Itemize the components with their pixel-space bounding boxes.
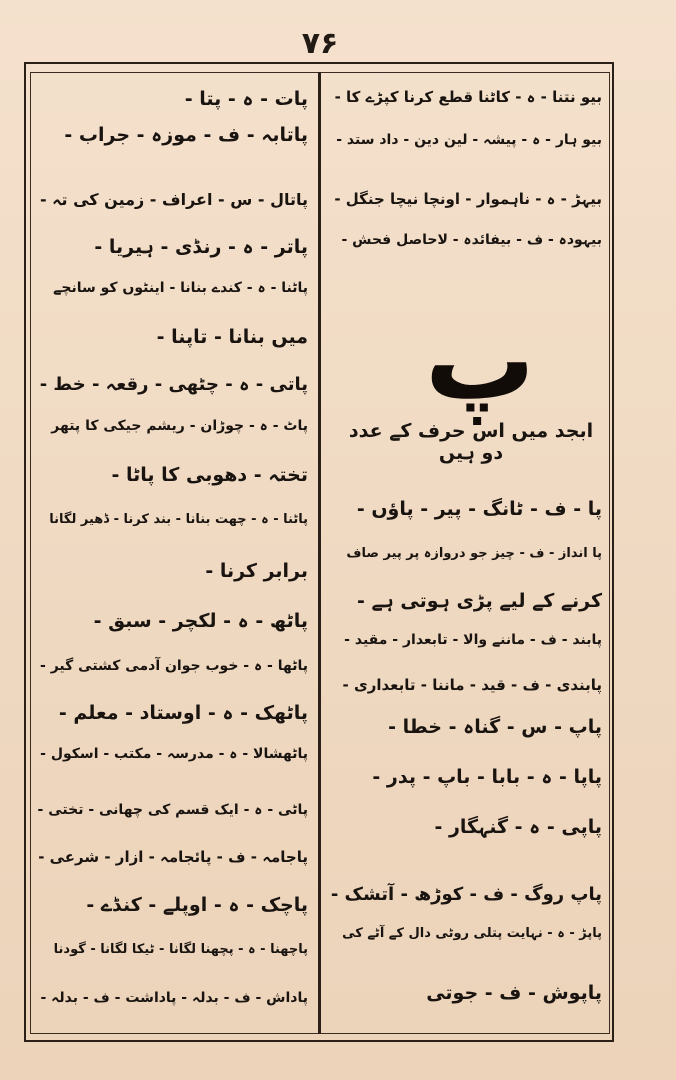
entry: پاتی - ہ - چٹھی - رقعہ - خط - (39, 374, 308, 395)
entry: پاپوش - ف - جوتی (426, 982, 602, 1004)
entry: پاجامہ - ف - پائجامہ - ازار - شرعی - (38, 848, 308, 866)
entry: بیہودہ - ف - بیفائدہ - لاحاصل فحش - (341, 232, 602, 248)
entry: پاٹھا - ہ - خوب جوان آدمی کشتی گیر - (40, 658, 308, 674)
entry: پاٹی - ہ - ایک قسم کی چھانی - تختی - (37, 802, 308, 818)
entry: پاپ روگ - ف - کوڑھ - آتشک - (330, 884, 602, 905)
section-letter: پ (424, 296, 536, 424)
entry: پا - ف - ٹانگ - پیر - پاؤں - (356, 498, 602, 520)
entry: پابندی - ف - قید - ماننا - تابعداری - (342, 676, 602, 694)
entry: پاپڑ - ہ - نہایت پتلی روٹی دال کے آٹے کی (342, 926, 602, 941)
entry: برابر کرنا - (205, 560, 308, 582)
entry: پاٹھک - ہ - اوستاد - معلم - (58, 702, 308, 724)
entry: کرنے کے لیے پڑی ہوتی ہے - (357, 590, 602, 612)
entry: پاپا - ہ - بابا - باپ - پدر - (372, 766, 602, 788)
entry: پاٹ - ہ - چوڑان - ریشم جیکی کا پتھر (51, 418, 308, 434)
entry: بیو نتنا - ہ - کاٹنا قطع کرنا کپڑے کا - (334, 88, 602, 106)
entry: پاٹھشالا - ہ - مدرسہ - مکتب - اسکول - (40, 746, 308, 762)
entry: پاٹنا - ہ - کندے بنانا - اینٹوں کو سانچے (53, 280, 308, 296)
entry: پاتال - س - اعراف - زمین کی تہ - (39, 190, 308, 209)
entry: پاپ - س - گناہ - خطا - (388, 716, 602, 738)
section-note: ابجد میں اس حرف کے عدد دو ہیں (348, 420, 594, 464)
entry: پاچھنا - ہ - پچھنا لگانا - ٹیکا لگانا - گودنا (53, 942, 308, 957)
entry: پاتابہ - ف - موزہ - جراب - (64, 124, 308, 146)
entry: پا انداز - ف - چیز جو دروازہ پر پیر صاف (346, 546, 602, 561)
entry: پات - ہ - پتا - (184, 88, 308, 110)
entry: تختہ - دھوبی کا پاٹا - (111, 464, 308, 486)
entry: بیہڑ - ہ - ناہموار - اونچا نیچا جنگل - (334, 190, 602, 208)
entry: پاٹھ - ہ - لکچر - سبق - (93, 610, 308, 632)
page-number: ۷۶ (301, 26, 339, 61)
entry: پاچک - ہ - اوپلے - کنڈے - (86, 894, 308, 916)
entry: میں بنانا - تاپنا - (156, 326, 308, 348)
entry: پاٹنا - ہ - چھت بنانا - بند کرنا - ڈھیر لگانا (49, 512, 308, 527)
entry: پاپی - ہ - گنہگار - (434, 816, 602, 838)
entry: پاداش - ف - بدلہ - پاداشت - ف - بدلہ - (40, 990, 308, 1006)
entry: بیو ہار - ہ - پیشہ - لین دین - داد ستد - (336, 132, 602, 148)
entry: پاتر - ہ - رنڈی - ہیریا - (94, 236, 308, 258)
entry: پابند - ف - ماننے والا - تابعدار - مقید - (344, 632, 602, 648)
column-divider (318, 72, 321, 1034)
